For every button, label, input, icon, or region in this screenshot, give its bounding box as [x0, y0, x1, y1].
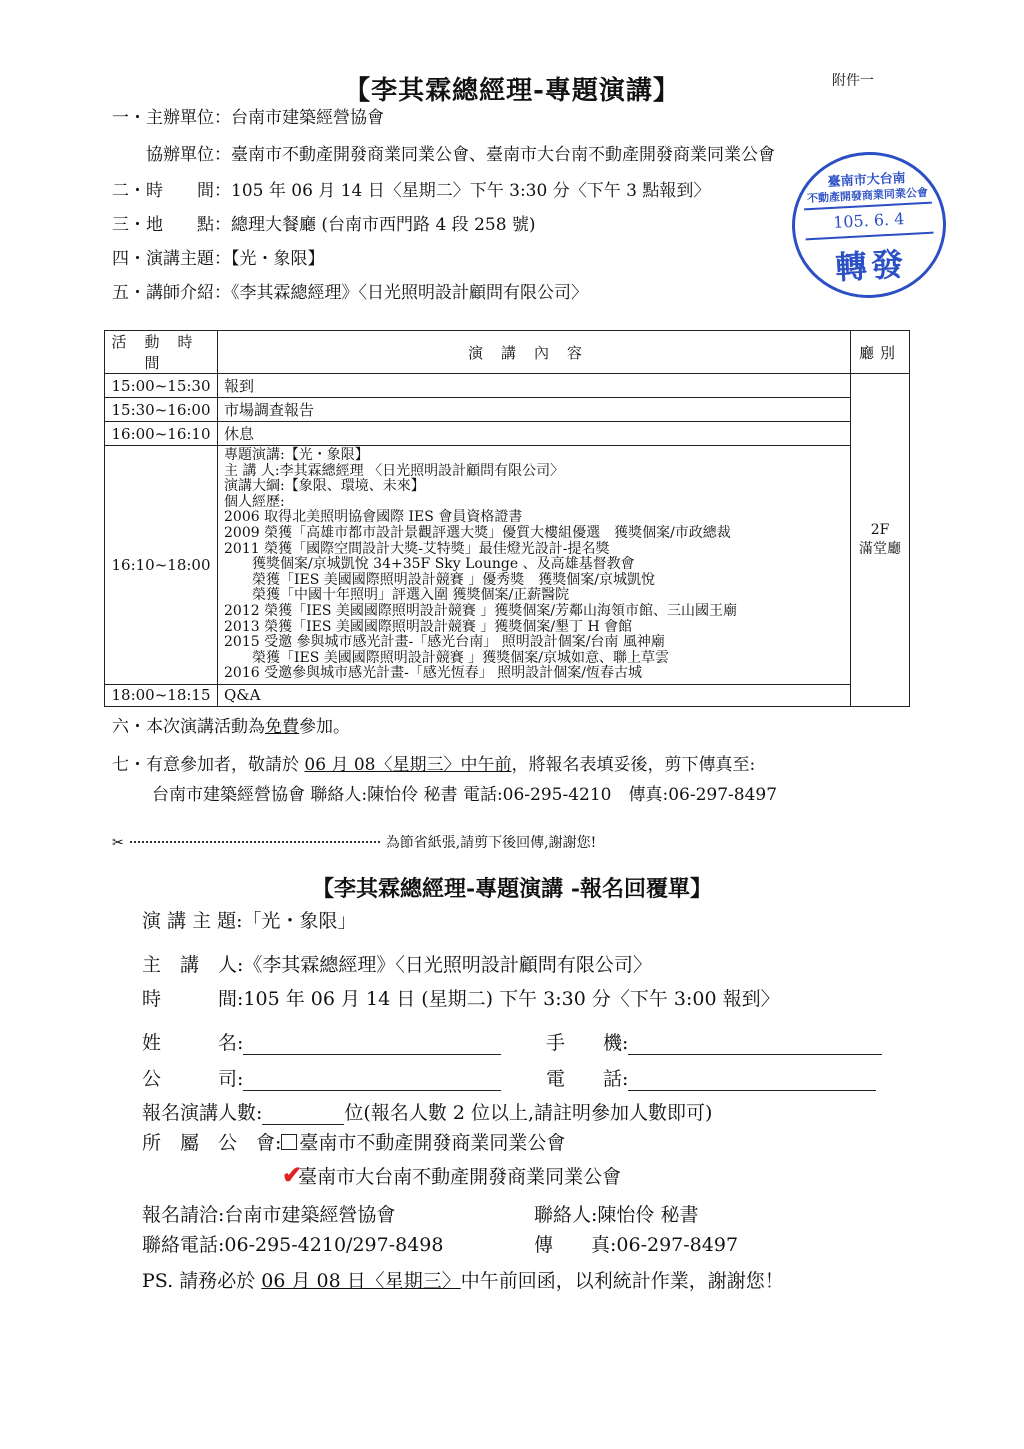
form-phone: 聯絡電話:06-295-4210/297-8498 [142, 1234, 444, 1256]
speaker-intro: 五・講師介紹：《李其霖總經理》〈日光照明設計顧問有限公司〉 [112, 283, 588, 303]
name-row: 姓 名: [142, 1028, 501, 1055]
signup-note: 七・有意參加者，敬請於 06 月 08〈星期三〉中午前，將報名表填妥後，剪下傳真至: [112, 755, 756, 775]
mobile-row: 手 機: [546, 1028, 882, 1055]
hall-name: 2F 滿堂廳 [859, 521, 901, 557]
organizer: 一・主辦單位：台南市建築經營協會 [112, 108, 384, 128]
mobile-field[interactable] [628, 1032, 882, 1055]
company-field[interactable] [243, 1068, 501, 1091]
table-row: 15:30~16:00 市場調查報告 [105, 398, 910, 422]
form-contact: 報名請洽:台南市建築經營協會 [142, 1204, 396, 1226]
event-time: 二・時 間：105 年 06 月 14 日〈星期二〉下午 3:30 分〈下午 3 點報到〉 [112, 181, 711, 201]
event-topic: 四・演講主題：【光・象限】 [112, 249, 325, 269]
ps-note: PS. 請務必於 06 月 08 日〈星期三〉中午前回函，以利統計作業，謝謝您！ [142, 1270, 784, 1292]
schedule-table [104, 330, 910, 707]
phone-field[interactable] [628, 1068, 876, 1091]
company-row: 公 司: [142, 1064, 501, 1091]
table-row: 18:00~18:15 Q&A [105, 684, 910, 706]
phone-row: 電 話: [546, 1064, 876, 1091]
lecture-detail: 專題演講:【光・象限】 主 講 人:李其霖總經理 〈日光照明設計顧問有限公司〉 演講大綱:【象限、環境、未來】 個人經歷: 2006 取得北美照明協會國際 IES 會員資格證書 2009 榮獲「高雄市都市設計景觀評選大獎」優質大樓組優選 獲獎個案/市政總裁 2011 榮獲「國際空間設計大獎-艾特獎」最佳燈光設計-提名獎 獲獎個案/京城凱悅 34+35F Sky Lounge 、及高雄基督教會 榮獲「IES 美國國際照明設計競賽 」優秀獎 獲獎個案/京城凱悅 榮獲「中國十年照明」評選入圍 獲獎個案/正薪醫院 2012 榮獲「IES 美國國際照明設計競賽 」獲獎個案/芳鄰山海領市館、三山國王廟 2013 榮獲「IES 美國國際照明設計競賽 」獲獎個案/墾丁 H 會館 2015 受邀 參與城市感光計畫-「感光台南」 照明設計個案/台南 風神廟 榮獲「IES 美國國際照明設計競賽 」獲獎個案/京城如意、聯上草雲 2016 受邀參與城市感光計畫-「感光恆春」 照明設計個案/恆春古城 [218, 446, 851, 685]
event-location: 三・地 點：總理大餐廳 (台南市西門路 4 段 258 號) [112, 215, 536, 235]
name-field[interactable] [243, 1032, 501, 1055]
hall-cell [851, 374, 910, 707]
contact-info: 台南市建築經營協會 聯絡人:陳怡伶 秘書 電話:06-295-4210 傳真:06-297-8497 [152, 785, 778, 805]
count-row: 報名演講人數: 位(報名人數 2 位以上,請註明參加人數即可) [142, 1102, 713, 1124]
association-row: 所 屬 公 會: 臺南市不動產開發商業同業公會 [142, 1132, 566, 1154]
association-row-2: ✔臺南市大台南不動產開發商業同業公會 [282, 1160, 622, 1189]
form-contact-person: 聯絡人:陳怡伶 秘書 [534, 1204, 699, 1226]
table-row: 15:00~15:30 報到 2F 滿堂廳 [105, 374, 910, 398]
form-time: 時 間:105 年 06 月 14 日 (星期二) 下午 3:30 分〈下午 3:00 報到〉 [142, 988, 780, 1010]
attachment-label: 附件一 [832, 73, 874, 89]
form-fax: 傳 真:06-297-8497 [534, 1234, 739, 1256]
page-title: 【李其霖總經理-專題演講】 [344, 76, 680, 106]
header-hall: 廳別 [851, 331, 910, 374]
co-organizer: 協辦單位：臺南市不動產開發商業同業公會、臺南市大台南不動產開發商業同業公會 [146, 145, 775, 165]
form-topic: 演 講 主 題:「光・象限」 [142, 910, 357, 932]
table-row: 16:00~16:10 休息 [105, 422, 910, 446]
table-header-row [105, 331, 910, 374]
forward-stamp: 臺南市大台南 不動產開發商業同業公會 105. 6. 4 轉發 [788, 148, 949, 302]
count-field[interactable] [262, 1102, 344, 1125]
header-time: 活動時間 [105, 331, 218, 374]
cut-line: ✂ 為節省紙張,請剪下後回傳,謝謝您! [112, 835, 597, 851]
free-note: 六・本次演講活動為免費參加。 [112, 717, 350, 737]
form-speaker: 主 講 人:《李其霖總經理》〈日光照明設計顧問有限公司〉 [142, 954, 652, 976]
header-content: 演講內容 [218, 331, 851, 374]
checkmark-icon[interactable]: ✔ [282, 1160, 303, 1189]
table-row: 16:10~18:00 專題演講:【光・象限】 主 講 人:李其霖總經理 〈日光照明設計顧問有限公司〉 演講大綱:【象限、環境、未來】 個人經歷: 2006 取得北美照明協會國際 IES 會員資格證書 2009 榮獲「高雄市都市設計景觀評選大獎」優質大樓組優選 獲獎個案/市政總裁 2011 榮獲「國際空間設計大獎-艾特獎」最佳燈光設計-提名獎 獲獎個案/京城凱悅 34+35F Sky Lounge 、及高雄基督教會 榮獲「IES 美國國際照明設計競賽 」優秀獎 獲獎個案/京城凱悅 榮獲「中國十年照明」評選入圍 獲獎個案/正薪醫院 2012 榮獲「IES 美國國際照明設計競賽 」獲獎個案/芳鄰山海領市館、三山國王廟 2013 榮獲「IES 美國國際照明設計競賽 」獲獎個案/墾丁 H 會館 2015 受邀 參與城市感光計畫-「感光台南」 照明設計個案/台南 風神廟 榮獲「IES 美國國際照明設計競賽 」獲獎個案/京城如意、聯上草雲 2016 受邀參與城市感光計畫-「感光恆春」 照明設計個案/恆春古城 [105, 446, 910, 685]
association-checkbox-1[interactable] [281, 1134, 297, 1150]
scissors-icon: ✂ [112, 835, 124, 851]
form-title: 【李其霖總經理-專題演講 -報名回覆單】 [312, 876, 712, 902]
